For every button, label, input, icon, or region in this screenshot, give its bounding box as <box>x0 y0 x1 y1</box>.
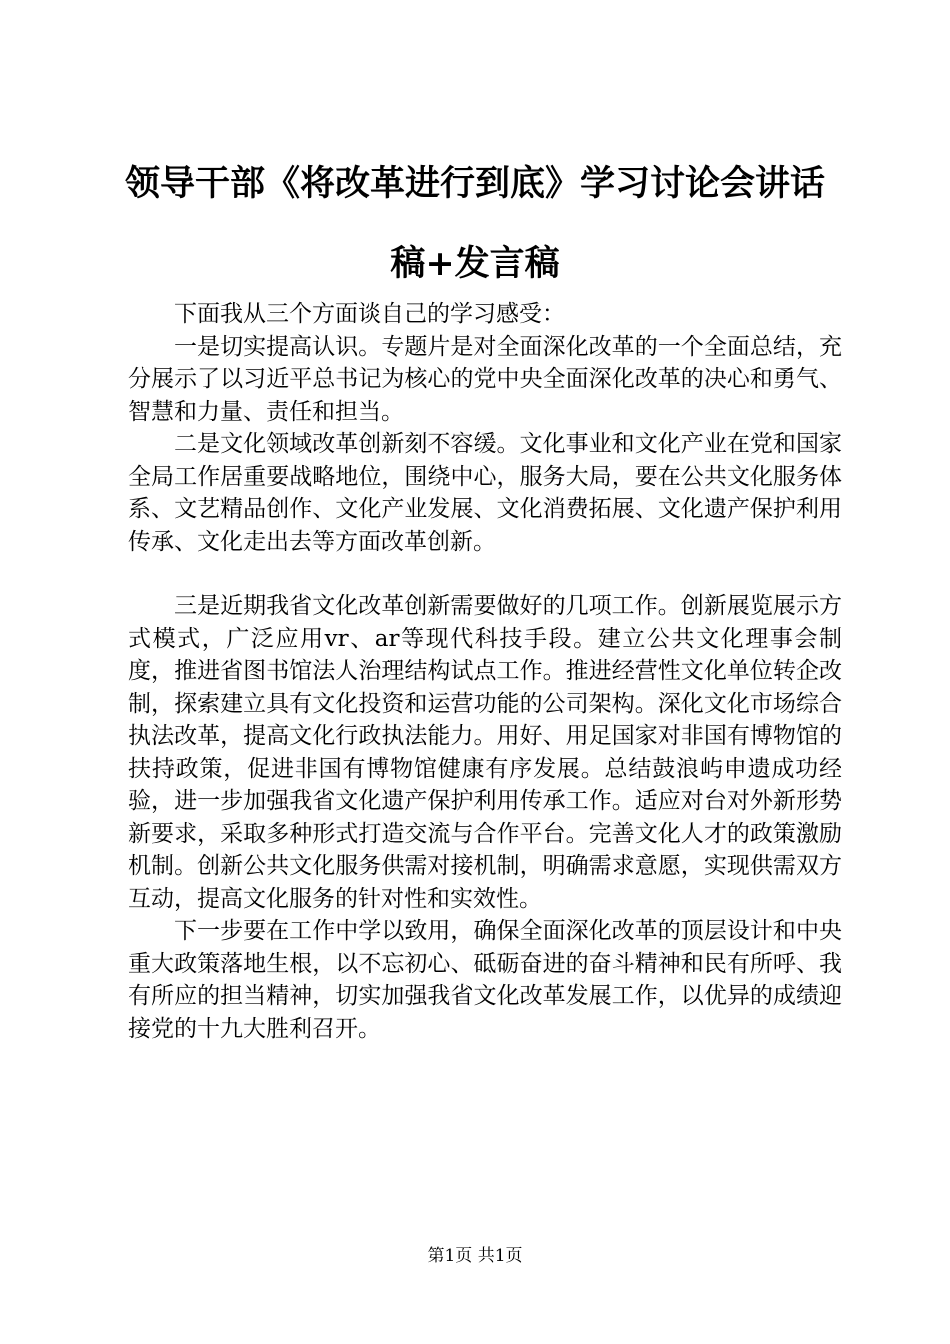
document-title-line-2: 稿+发言稿 <box>390 243 560 284</box>
paragraph-point-1: 一是切实提高认识。专题片是对全面深化改革的一个全面总结，充分展示了以习近平总书记为核心的党中央全面深化改革的决心和勇气、智慧和力量、责任和担当。 <box>128 333 842 425</box>
document-title-line-1: 领导干部《将改革进行到底》学习讨论会讲话 <box>124 163 825 204</box>
document-body <box>128 298 842 1045</box>
paragraph-point-2: 二是文化领域改革创新刻不容缓。文化事业和文化产业在党和国家全局工作居重要战略地位，围绕中心，服务大局，要在公共文化服务体系、文艺精品创作、文化产业发展、文化消费拓展、文化遗产保护利用传承、文化走出去等方面改革创新。 <box>128 431 842 555</box>
page-number-footer: 第1页 共1页 <box>427 1246 523 1266</box>
paragraph-intro: 下面我从三个方面谈自己的学习感受： <box>174 301 565 327</box>
paragraph-conclusion: 下一步要在工作中学以致用，确保全面深化改革的顶层设计和中央重大政策落地生根，以不忘初心、砥砺奋进的奋斗精神和民有所呼、我有所应的担当精神，切实加强我省文化改革发展工作，以优异的成绩迎接党的十九大胜利召开。 <box>128 918 842 1042</box>
paragraph-point-3: 三是近期我省文化改革创新需要做好的几项工作。创新展览展示方式模式，广泛应用vr、ar等现代科技手段。建立公共文化理事会制度，推进省图书馆法人治理结构试点工作。推进经营性文化单位转企改制，探索建立具有文化投资和运营功能的公司架构。深化文化市场综合执法改革，提高文化行政执法能力。用好、用足国家对非国有博物馆的扶持政策，促进非国有博物馆健康有序发展。总结鼓浪屿申遗成功经验，进一步加强我省文化遗产保护利用传承工作。适应对台对外新形势新要求，采取多种形式打造交流与合作平台。完善文化人才的政策激励机制。创新公共文化服务供需对接机制，明确需求意愿，实现供需双方互动，提高文化服务的针对性和实效性。 <box>128 593 842 912</box>
